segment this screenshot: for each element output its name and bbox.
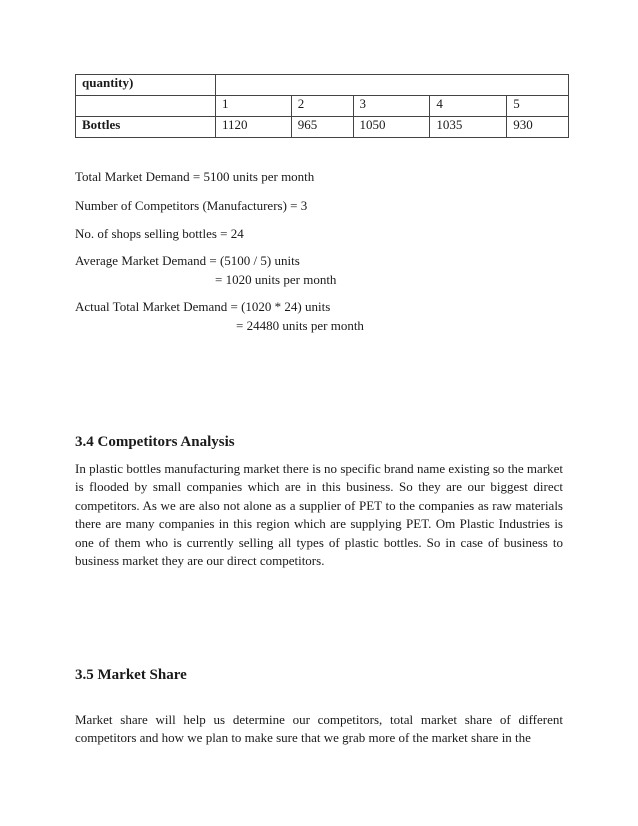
table-column-header: 4 (430, 96, 507, 117)
actual-total-market-demand-result: = 24480 units per month (236, 318, 364, 333)
table-column-header: 2 (291, 96, 353, 117)
table-cell: 930 (507, 117, 569, 138)
number-of-shops: No. of shops selling bottles = 24 (75, 226, 244, 241)
table-cell: 965 (291, 117, 353, 138)
table-column-header: 1 (216, 96, 292, 117)
table-header-spacer (216, 75, 569, 96)
table-row-label: Bottles (76, 117, 216, 138)
table-column-header: 3 (353, 96, 430, 117)
table-column-header: 5 (507, 96, 569, 117)
table-cell: 1120 (216, 117, 292, 138)
actual-total-market-demand: Actual Total Market Demand = (1020 * 24) units (75, 299, 331, 314)
sales-quantity-table (75, 74, 569, 138)
total-market-demand: Total Market Demand = 5100 units per month (75, 169, 315, 184)
table-cell: 1035 (430, 117, 507, 138)
average-market-demand: Average Market Demand = (5100 / 5) units (75, 253, 300, 268)
table-column-row (76, 96, 569, 117)
competitors-analysis-paragraph: In plastic bottles manufacturing market there is no specific brand name existing so the market is flooded by small companies which are in this business. So they are our biggest direct competitors. As we are also not alone as a supplier of PET to the companies as raw materials there are many companies in this region which are supplying PET. Om Plastic Industries is one of them who is currently selling all types of plastic bottles. So in case of business to business market they are our direct competitors. (75, 461, 563, 569)
table-header-row (76, 75, 569, 96)
average-market-demand-result: = 1020 units per month (215, 272, 337, 287)
market-share-paragraph: Market share will help us determine our competitors, total market share of different competitors and how we plan to make sure that we grab more of the market share in the (75, 712, 563, 746)
section-heading-competitors-analysis: 3.4 Competitors Analysis (75, 434, 235, 450)
section-heading-market-share: 3.5 Market Share (75, 667, 187, 683)
table-header-label: quantity) (76, 75, 216, 96)
table-cell: 1050 (353, 117, 430, 138)
table-column-label-cell (76, 96, 216, 117)
table-row (76, 117, 569, 138)
number-of-competitors: Number of Competitors (Manufacturers) = 3 (75, 198, 308, 213)
